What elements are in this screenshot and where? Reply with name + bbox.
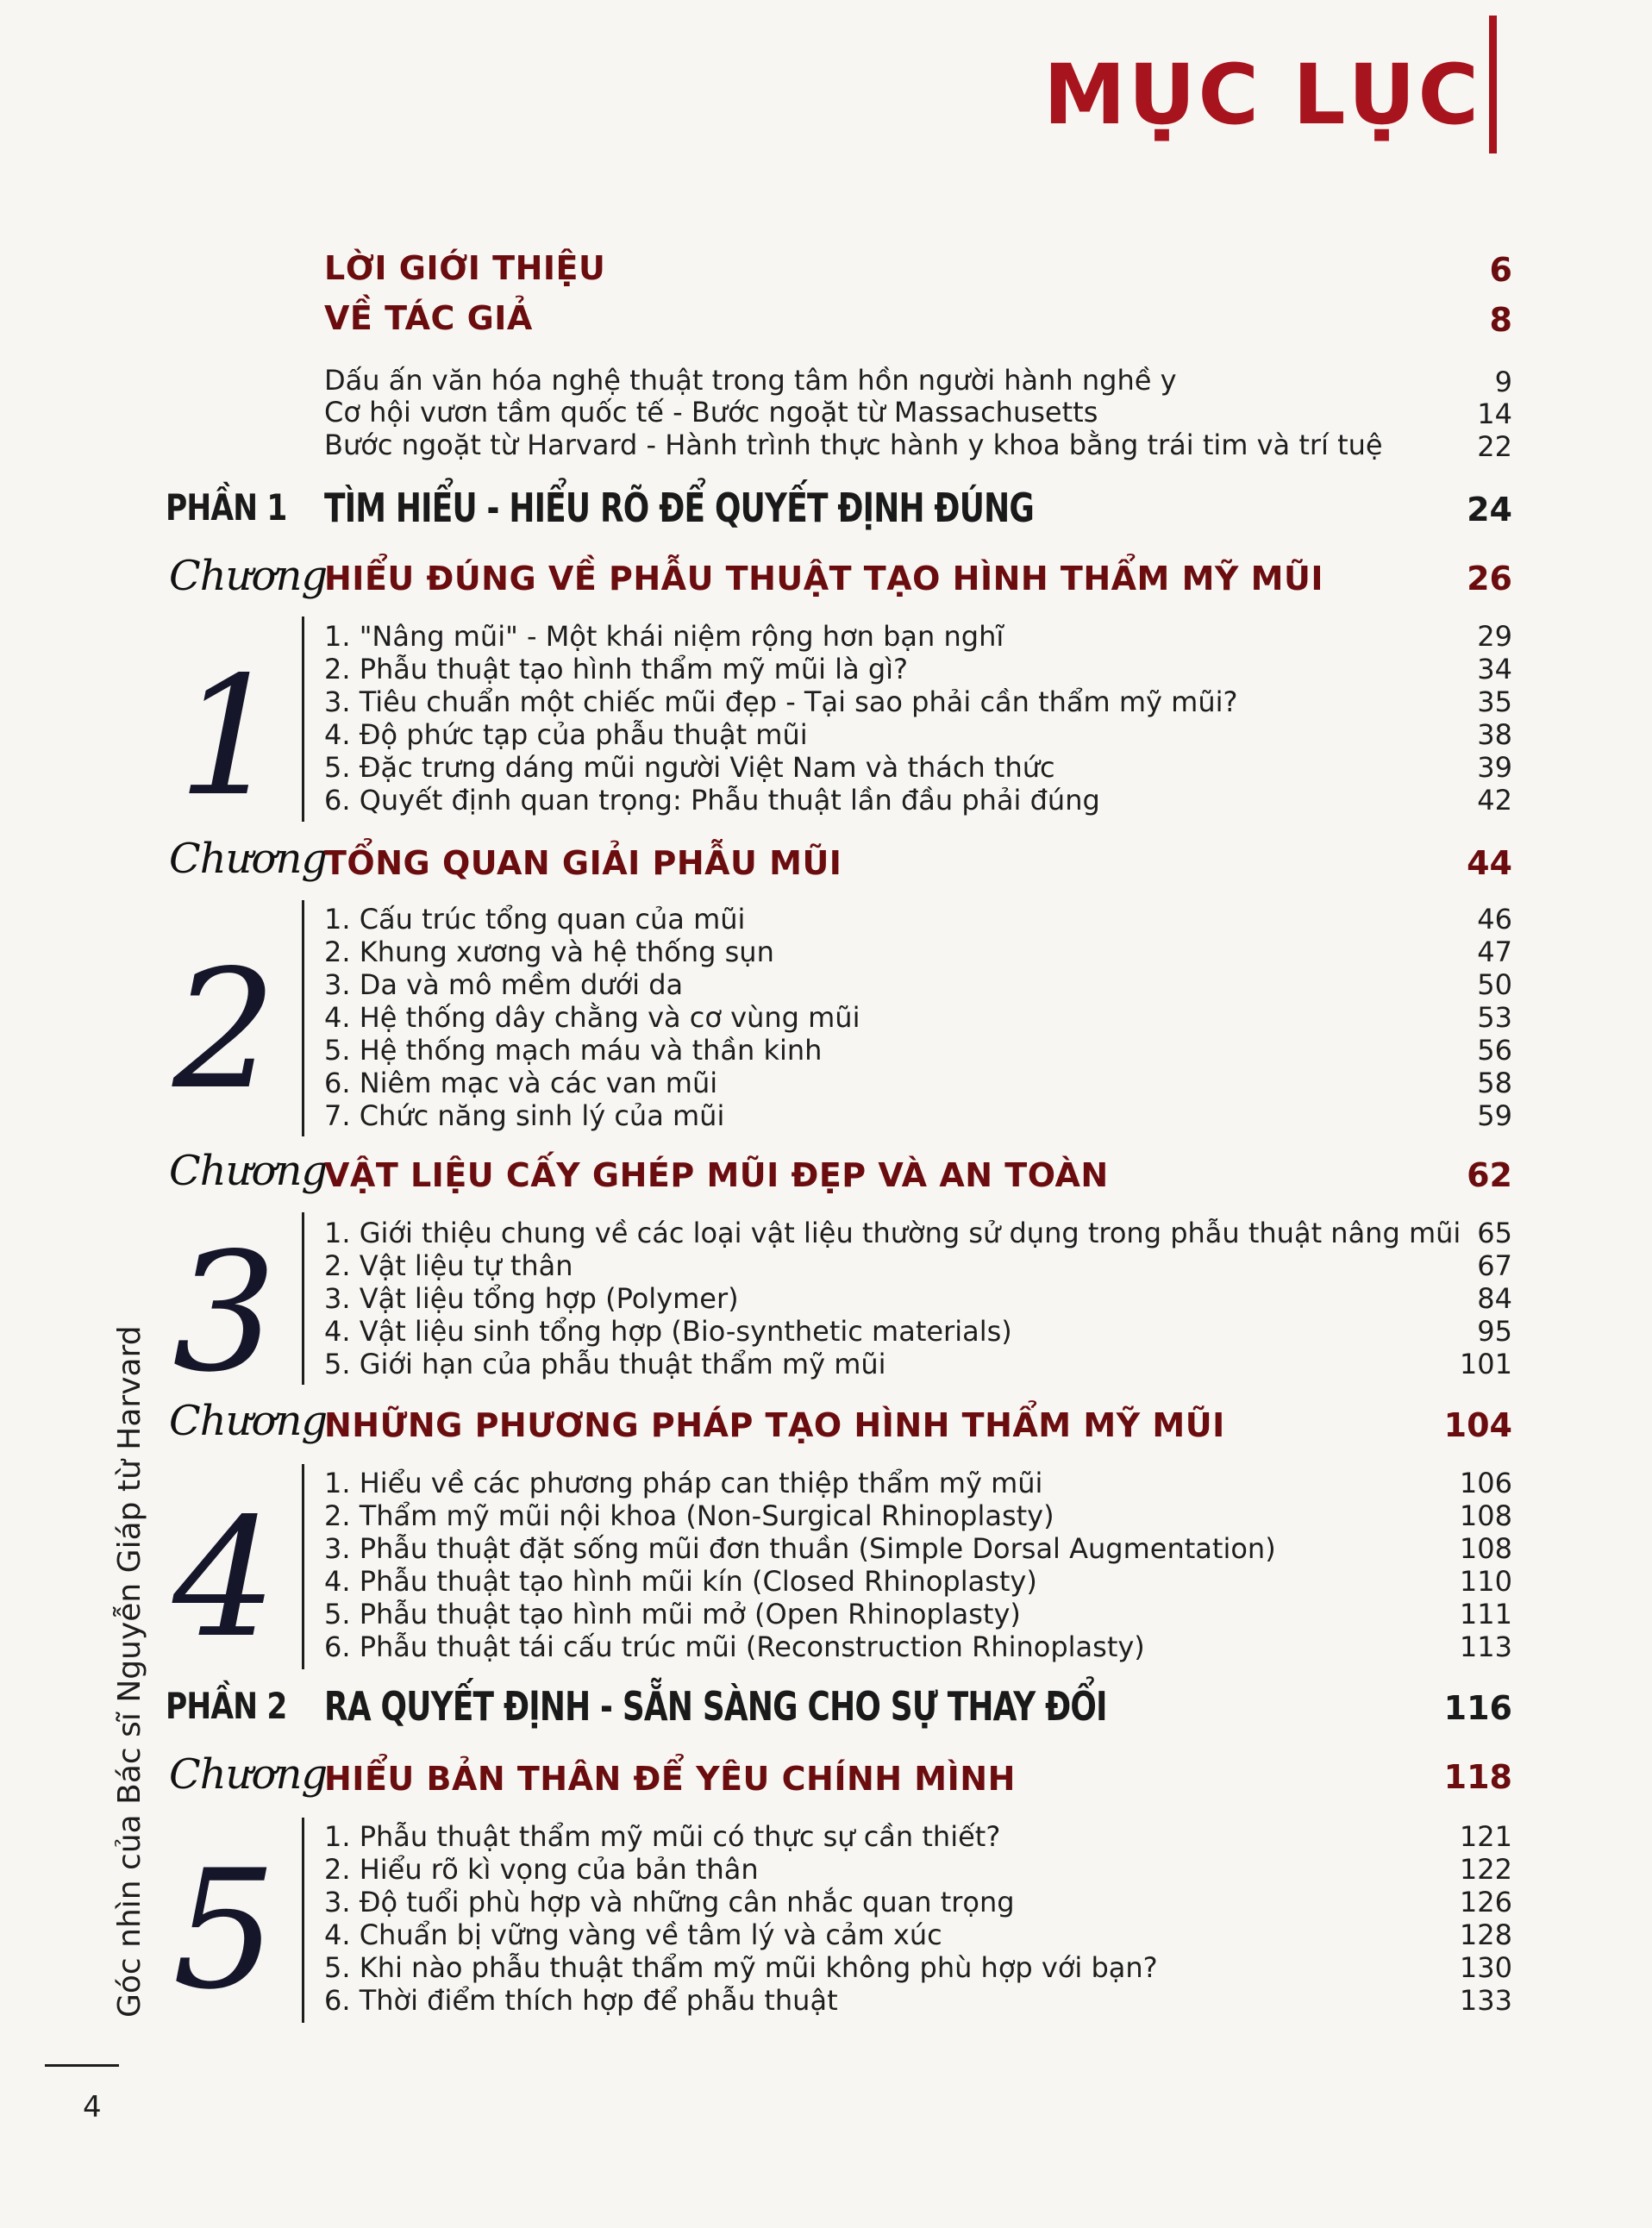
toc-entry-page: 121 <box>1459 1820 1512 1853</box>
toc-entry-page: 46 <box>1477 903 1512 936</box>
toc-entry-page: 38 <box>1477 718 1512 751</box>
intro-heading: LỜI GIỚI THIỆU <box>324 249 606 287</box>
chapter-word: Chương <box>169 1147 328 1195</box>
toc-entry-page: 126 <box>1459 1886 1512 1918</box>
toc-entry: 3. Da và mô mềm dưới da <box>324 968 684 1001</box>
toc-entry: 4. Độ phức tạp của phẫu thuật mũi <box>324 718 808 751</box>
toc-entry-page: 84 <box>1477 1282 1512 1315</box>
toc-entry: 5. Đặc trưng dáng mũi người Việt Nam và thách thức <box>324 751 1055 784</box>
chapter-page: 26 <box>1467 560 1512 598</box>
toc-entry-page: 122 <box>1459 1853 1512 1886</box>
toc-entry-page: 108 <box>1459 1499 1512 1532</box>
toc-entry: 2. Thẩm mỹ mũi nội khoa (Non-Surgical Rhinoplasty) <box>324 1499 1054 1532</box>
toc-entry-page: 65 <box>1477 1217 1512 1249</box>
toc-entry: 3. Vật liệu tổng hợp (Polymer) <box>324 1282 739 1315</box>
toc-entry-page: 113 <box>1459 1630 1512 1663</box>
toc-entry-page: 47 <box>1477 936 1512 968</box>
chapter-page: 44 <box>1467 844 1512 882</box>
chapter-rule <box>302 1464 304 1669</box>
author-page: 8 <box>1489 301 1512 339</box>
toc-entry: 1. Giới thiệu chung về các loại vật liệu thường sử dụng trong phẫu thuật nâng mũi <box>324 1217 1461 1249</box>
part-label: PHẦN 1 <box>166 486 287 529</box>
toc-entry-page: 50 <box>1477 968 1512 1001</box>
toc-entry-page: 39 <box>1477 751 1512 784</box>
part-label: PHẦN 2 <box>166 1685 287 1727</box>
chapter-word: Chương <box>169 1397 328 1445</box>
toc-entry-page: 95 <box>1477 1315 1512 1348</box>
chapter-title: HIỂU ĐÚNG VỀ PHẪU THUẬT TẠO HÌNH THẨM MỸ MŨI <box>324 560 1323 598</box>
toc-entry-page: 14 <box>1477 397 1512 430</box>
toc-entry: 4. Chuẩn bị vững vàng về tâm lý và cảm xúc <box>324 1918 942 1951</box>
toc-entry: 7. Chức năng sinh lý của mũi <box>324 1099 725 1132</box>
toc-entry: 1. "Nâng mũi" - Một khái niệm rộng hơn bạn nghĩ <box>324 620 1004 653</box>
chapter-page: 62 <box>1467 1156 1512 1194</box>
toc-entry: 2. Hiểu rõ kì vọng của bản thân <box>324 1853 759 1886</box>
part-page: 116 <box>1443 1689 1512 1727</box>
toc-entry: 5. Khi nào phẫu thuật thẩm mỹ mũi không phù hợp với bạn? <box>324 1951 1158 1984</box>
toc-entry-page: 9 <box>1494 366 1512 398</box>
toc-entry-page: 133 <box>1459 1984 1512 2017</box>
toc-entry-page: 56 <box>1477 1034 1512 1067</box>
running-side-text: Góc nhìn của Bác sĩ Nguyễn Giáp từ Harvard <box>112 1325 147 2018</box>
chapter-number: 1 <box>178 641 282 832</box>
toc-entry: 5. Phẫu thuật tạo hình mũi mở (Open Rhinoplasty) <box>324 1598 1021 1630</box>
chapter-title: NHỮNG PHƯƠNG PHÁP TẠO HÌNH THẨM MỸ MŨI <box>324 1406 1225 1444</box>
toc-entry: 6. Niêm mạc và các van mũi <box>324 1067 718 1099</box>
chapter-page: 104 <box>1443 1406 1512 1444</box>
chapter-number: 4 <box>172 1483 277 1674</box>
toc-entry: 6. Quyết định quan trọng: Phẫu thuật lần đầu phải đúng <box>324 784 1100 817</box>
toc-entry: 1. Hiểu về các phương pháp can thiệp thẩm mỹ mũi <box>324 1467 1043 1499</box>
toc-entry-page: 59 <box>1477 1099 1512 1132</box>
chapter-rule <box>302 1818 304 2023</box>
toc-entry-page: 42 <box>1477 784 1512 817</box>
chapter-number: 2 <box>172 935 277 1125</box>
toc-entry-page: 67 <box>1477 1249 1512 1282</box>
chapter-title: TỔNG QUAN GIẢI PHẪU MŨI <box>324 844 842 882</box>
toc-entry-page: 110 <box>1459 1565 1512 1598</box>
chapter-page: 118 <box>1443 1758 1512 1796</box>
toc-entry-page: 106 <box>1459 1467 1512 1499</box>
toc-entry: 4. Vật liệu sinh tổng hợp (Bio-synthetic materials) <box>324 1315 1012 1348</box>
toc-entry: 3. Tiêu chuẩn một chiếc mũi đẹp - Tại sao phải cần thẩm mỹ mũi? <box>324 685 1238 718</box>
chapter-word: Chương <box>169 835 328 883</box>
toc-entry: 5. Giới hạn của phẫu thuật thẩm mỹ mũi <box>324 1348 886 1380</box>
chapter-number: 5 <box>172 1835 277 2025</box>
toc-entry: 2. Phẫu thuật tạo hình thẩm mỹ mũi là gì? <box>324 653 909 685</box>
toc-entry: 6. Phẫu thuật tái cấu trúc mũi (Reconstruction Rhinoplasty) <box>324 1630 1145 1663</box>
toc-entry: 1. Phẫu thuật thẩm mỹ mũi có thực sự cần thiết? <box>324 1820 1001 1853</box>
chapter-rule <box>302 616 304 822</box>
toc-entry: 5. Hệ thống mạch máu và thần kinh <box>324 1034 823 1067</box>
toc-entry-page: 111 <box>1459 1598 1512 1630</box>
toc-entry-page: 58 <box>1477 1067 1512 1099</box>
toc-entry-page: 35 <box>1477 685 1512 718</box>
page-title: MỤC LỤC <box>1043 47 1481 143</box>
page-number: 4 <box>83 2090 102 2125</box>
toc-entry: Cơ hội vươn tầm quốc tế - Bước ngoặt từ Massachusetts <box>324 396 1098 429</box>
chapter-word: Chương <box>169 1750 328 1799</box>
toc-entry-page: 34 <box>1477 653 1512 685</box>
toc-entry: 6. Thời điểm thích hợp để phẫu thuật <box>324 1984 838 2017</box>
toc-entry: 4. Phẫu thuật tạo hình mũi kín (Closed Rhinoplasty) <box>324 1565 1037 1598</box>
toc-entry-page: 22 <box>1477 430 1512 463</box>
title-accent-bar <box>1489 16 1497 153</box>
toc-entry: Dấu ấn văn hóa nghệ thuật trong tâm hồn người hành nghề y <box>324 364 1177 397</box>
toc-entry: 2. Khung xương và hệ thống sụn <box>324 936 774 968</box>
chapter-number: 3 <box>172 1217 277 1408</box>
toc-entry: 3. Độ tuổi phù hợp và những cân nhắc quan trọng <box>324 1886 1015 1918</box>
part-page: 24 <box>1467 491 1512 529</box>
toc-entry-page: 29 <box>1477 620 1512 653</box>
chapter-rule <box>302 1212 304 1385</box>
chapter-rule <box>302 900 304 1136</box>
toc-entry-page: 101 <box>1459 1348 1512 1380</box>
toc-entry: Bước ngoặt từ Harvard - Hành trình thực hành y khoa bằng trái tim và trí tuệ <box>324 429 1383 461</box>
chapter-title: HIỂU BẢN THÂN ĐỂ YÊU CHÍNH MÌNH <box>324 1760 1016 1798</box>
part-title: RA QUYẾT ĐỊNH - SẴN SÀNG CHO SỰ THAY ĐỔI <box>324 1683 1107 1730</box>
part-title: TÌM HIỂU - HIỂU RÕ ĐỂ QUYẾT ĐỊNH ĐÚNG <box>324 485 1034 531</box>
toc-entry: 2. Vật liệu tự thân <box>324 1249 573 1282</box>
side-divider <box>45 2064 119 2067</box>
toc-entry-page: 128 <box>1459 1918 1512 1951</box>
toc-entry-page: 53 <box>1477 1001 1512 1034</box>
chapter-title: VẬT LIỆU CẤY GHÉP MŨI ĐẸP VÀ AN TOÀN <box>324 1156 1109 1194</box>
toc-entry: 3. Phẫu thuật đặt sống mũi đơn thuần (Simple Dorsal Augmentation) <box>324 1532 1276 1565</box>
toc-entry-page: 130 <box>1459 1951 1512 1984</box>
toc-entry-page: 108 <box>1459 1532 1512 1565</box>
author-heading: VỀ TÁC GIẢ <box>324 299 533 337</box>
chapter-word: Chương <box>169 552 328 600</box>
toc-entry: 1. Cấu trúc tổng quan của mũi <box>324 903 746 936</box>
toc-entry: 4. Hệ thống dây chằng và cơ vùng mũi <box>324 1001 860 1034</box>
intro-page: 6 <box>1489 251 1512 289</box>
